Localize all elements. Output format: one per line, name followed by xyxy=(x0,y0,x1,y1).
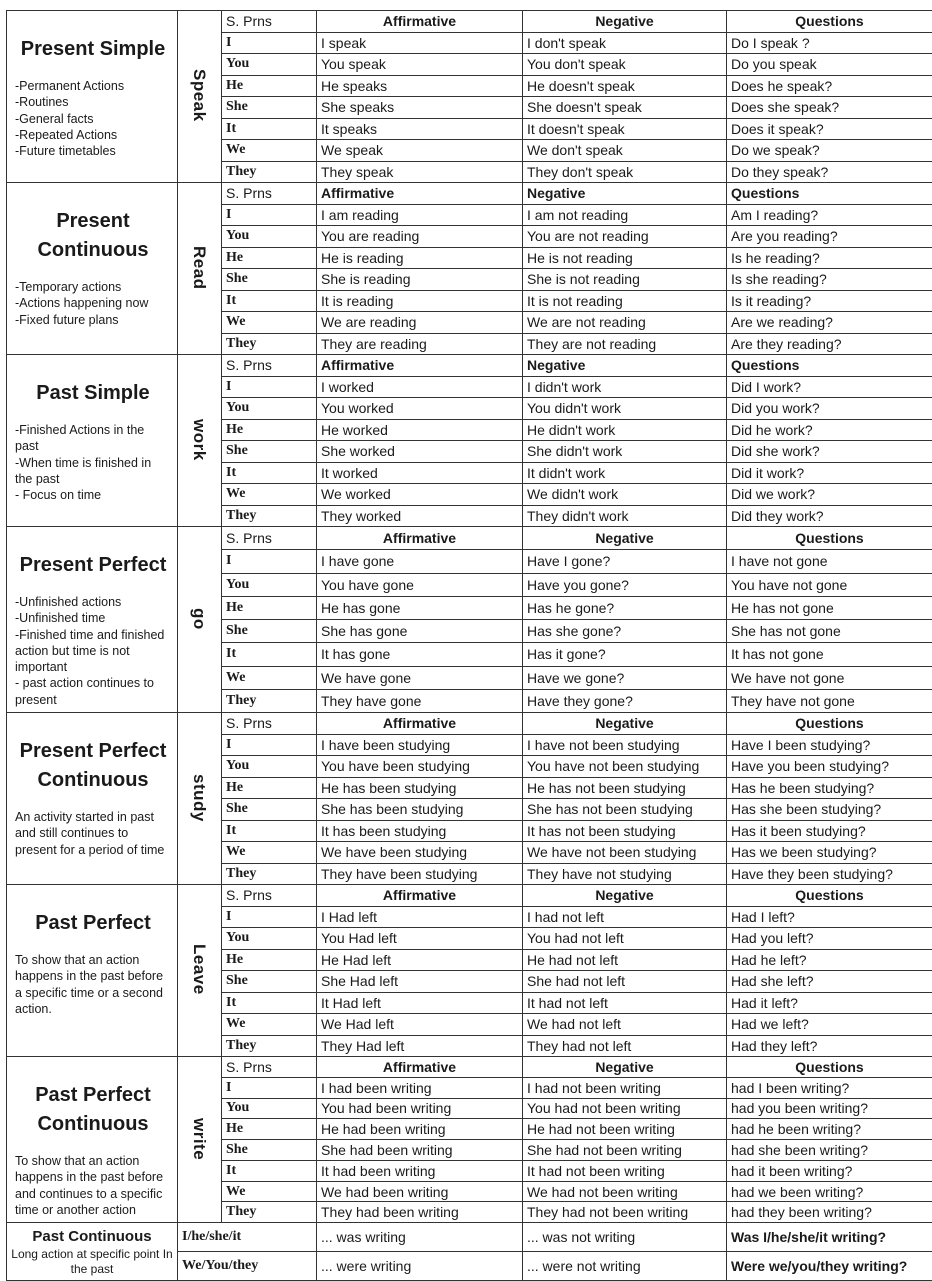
affirmative-cell: It Had left xyxy=(317,992,523,1014)
pronoun-cell: You xyxy=(222,573,317,596)
column-header: Negative xyxy=(523,355,727,377)
affirmative-cell: It speaks xyxy=(317,118,523,140)
past-simple-header-row xyxy=(7,355,932,377)
pronoun-cell: He xyxy=(222,777,317,799)
pronoun-cell: They xyxy=(222,689,317,712)
affirmative-cell: We are reading xyxy=(317,312,523,334)
affirmative-cell: He speaks xyxy=(317,75,523,97)
affirmative-cell: We had been writing xyxy=(317,1181,523,1202)
past-perfect-continuous-description: To show that an action happens in the past before and continues to a specific time or another action xyxy=(15,1153,171,1218)
question-cell: They have not gone xyxy=(727,689,932,712)
negative-cell: It didn't work xyxy=(523,462,727,484)
pronoun-cell: It xyxy=(222,462,317,484)
negative-cell: We don't speak xyxy=(523,140,727,162)
present-continuous-header-row xyxy=(7,183,932,205)
affirmative-cell: They speak xyxy=(317,161,523,183)
column-header: Negative xyxy=(523,11,727,33)
present-simple-verb: Speak xyxy=(191,69,208,122)
pronoun-cell: We xyxy=(222,842,317,864)
negative-cell: I had not been writing xyxy=(523,1077,727,1098)
affirmative-cell: She worked xyxy=(317,441,523,463)
question-cell: Do we speak? xyxy=(727,140,932,162)
question-cell: Was I/he/she/it writing? xyxy=(727,1223,932,1252)
negative-cell: Has he gone? xyxy=(523,596,727,619)
pronoun-cell: They xyxy=(222,1035,317,1057)
question-cell: Did we work? xyxy=(727,484,932,506)
past-perfect-verb-cell xyxy=(178,885,222,1057)
negative-cell: She has not been studying xyxy=(523,799,727,821)
affirmative-cell: I have gone xyxy=(317,550,523,573)
pronoun-cell: He xyxy=(222,1119,317,1140)
pronoun-cell: You xyxy=(222,756,317,778)
column-header: S. Prns xyxy=(222,713,317,735)
past-simple-label-cell xyxy=(7,355,178,527)
negative-cell: They didn't work xyxy=(523,505,727,527)
question-cell: Does it speak? xyxy=(727,118,932,140)
negative-cell: I don't speak xyxy=(523,32,727,54)
column-header: S. Prns xyxy=(222,11,317,33)
column-header: Questions xyxy=(727,183,932,205)
pronoun-cell: I xyxy=(222,32,317,54)
question-cell: Had you left? xyxy=(727,928,932,950)
pronoun-cell: I xyxy=(222,376,317,398)
question-cell: Have you been studying? xyxy=(727,756,932,778)
present-perfect-continuous-description: An activity started in past and still continues to present for a period of time xyxy=(15,809,171,858)
question-cell: We have not gone xyxy=(727,666,932,689)
negative-cell: It doesn't speak xyxy=(523,118,727,140)
question-cell: Does he speak? xyxy=(727,75,932,97)
past-continuous-title: Past Continuous xyxy=(11,1226,173,1247)
question-cell: Is it reading? xyxy=(727,290,932,312)
present-perfect-continuous-verb: study xyxy=(191,774,208,822)
present-simple-verb-cell xyxy=(178,11,222,183)
pronoun-cell: I xyxy=(222,204,317,226)
present-simple-label-cell xyxy=(7,11,178,183)
pronoun-cell: You xyxy=(222,1098,317,1119)
column-header: Affirmative xyxy=(317,355,523,377)
column-header: Negative xyxy=(523,1057,727,1078)
affirmative-cell: He has gone xyxy=(317,596,523,619)
present-continuous-verb: Read xyxy=(191,246,208,290)
present-perfect-verb-cell xyxy=(178,527,222,713)
question-cell: had they been writing? xyxy=(727,1202,932,1223)
present-perfect-continuous-label-cell xyxy=(7,713,178,885)
tense-table xyxy=(6,10,932,1281)
negative-cell: ... was not writing xyxy=(523,1223,727,1252)
affirmative-cell: You are reading xyxy=(317,226,523,248)
negative-cell: It is not reading xyxy=(523,290,727,312)
past-continuous-description: Long action at specific point In the past xyxy=(11,1247,173,1278)
affirmative-cell: You have been studying xyxy=(317,756,523,778)
pronoun-cell: You xyxy=(222,928,317,950)
negative-cell: You are not reading xyxy=(523,226,727,248)
pronoun-cell: We xyxy=(222,1014,317,1036)
negative-cell: Have I gone? xyxy=(523,550,727,573)
negative-cell: We didn't work xyxy=(523,484,727,506)
affirmative-cell: They are reading xyxy=(317,333,523,355)
past-perfect-continuous-verb: write xyxy=(191,1118,208,1160)
past-perfect-continuous-verb-cell xyxy=(178,1057,222,1223)
affirmative-cell: She Had left xyxy=(317,971,523,993)
negative-cell: Has she gone? xyxy=(523,620,727,643)
affirmative-cell: He is reading xyxy=(317,247,523,269)
pronoun-cell: It xyxy=(222,118,317,140)
question-cell: Is she reading? xyxy=(727,269,932,291)
pronoun-cell: I xyxy=(222,734,317,756)
affirmative-cell: We have been studying xyxy=(317,842,523,864)
question-cell: Have they been studying? xyxy=(727,863,932,885)
negative-cell: Have they gone? xyxy=(523,689,727,712)
column-header: S. Prns xyxy=(222,183,317,205)
pronoun-cell: We/You/they xyxy=(178,1252,317,1281)
negative-cell: I didn't work xyxy=(523,376,727,398)
question-cell: Has we been studying? xyxy=(727,842,932,864)
pronoun-cell: We xyxy=(222,1181,317,1202)
question-cell: She has not gone xyxy=(727,620,932,643)
past-simple-verb-cell xyxy=(178,355,222,527)
affirmative-cell: We worked xyxy=(317,484,523,506)
affirmative-cell: He Had left xyxy=(317,949,523,971)
question-cell: It has not gone xyxy=(727,643,932,666)
pronoun-cell: It xyxy=(222,820,317,842)
column-header: Negative xyxy=(523,885,727,907)
question-cell: Did he work? xyxy=(727,419,932,441)
affirmative-cell: She has gone xyxy=(317,620,523,643)
negative-cell: They have not studying xyxy=(523,863,727,885)
affirmative-cell: It had been writing xyxy=(317,1160,523,1181)
affirmative-cell: I worked xyxy=(317,376,523,398)
question-cell: had I been writing? xyxy=(727,1077,932,1098)
column-header: S. Prns xyxy=(222,355,317,377)
column-header: Questions xyxy=(727,713,932,735)
question-cell: Am I reading? xyxy=(727,204,932,226)
present-perfect-header-row xyxy=(7,527,932,550)
affirmative-cell: I speak xyxy=(317,32,523,54)
affirmative-cell: I have been studying xyxy=(317,734,523,756)
question-cell: You have not gone xyxy=(727,573,932,596)
negative-cell: Have you gone? xyxy=(523,573,727,596)
pronoun-cell: She xyxy=(222,97,317,119)
negative-cell: It had not left xyxy=(523,992,727,1014)
pronoun-cell: It xyxy=(222,290,317,312)
pronoun-cell: She xyxy=(222,620,317,643)
question-cell: Had they left? xyxy=(727,1035,932,1057)
negative-cell: Has it gone? xyxy=(523,643,727,666)
column-header: Affirmative xyxy=(317,885,523,907)
past-perfect-description: To show that an action happens in the past before a specific time or a second action. xyxy=(15,952,171,1017)
column-header: Negative xyxy=(523,183,727,205)
question-cell: Had she left? xyxy=(727,971,932,993)
present-simple-title: Present Simple xyxy=(15,35,171,64)
column-header: S. Prns xyxy=(222,1057,317,1078)
pronoun-cell: We xyxy=(222,312,317,334)
negative-cell: She didn't work xyxy=(523,441,727,463)
pronoun-cell: She xyxy=(222,269,317,291)
present-perfect-title: Present Perfect xyxy=(15,551,171,580)
affirmative-cell: She had been writing xyxy=(317,1140,523,1161)
present-simple-description: -Permanent Actions -Routines -General facts -Repeated Actions -Future timetables xyxy=(15,78,171,159)
present-perfect-continuous-title: Present Perfect Continuous xyxy=(15,737,171,795)
pronoun-cell: They xyxy=(222,505,317,527)
affirmative-cell: You have gone xyxy=(317,573,523,596)
pronoun-cell: He xyxy=(222,247,317,269)
pronoun-cell: She xyxy=(222,799,317,821)
tense-table-body xyxy=(7,11,932,1281)
negative-cell: They had not been writing xyxy=(523,1202,727,1223)
negative-cell: It has not been studying xyxy=(523,820,727,842)
question-cell: Do you speak xyxy=(727,54,932,76)
negative-cell: You had not been writing xyxy=(523,1098,727,1119)
question-cell: Did you work? xyxy=(727,398,932,420)
negative-cell: They are not reading xyxy=(523,333,727,355)
affirmative-cell: It worked xyxy=(317,462,523,484)
question-cell: Is he reading? xyxy=(727,247,932,269)
present-continuous-verb-cell xyxy=(178,183,222,355)
pronoun-cell: They xyxy=(222,161,317,183)
affirmative-cell: We have gone xyxy=(317,666,523,689)
affirmative-cell: They worked xyxy=(317,505,523,527)
question-cell: Had we left? xyxy=(727,1014,932,1036)
pronoun-cell: It xyxy=(222,992,317,1014)
question-cell: I have not gone xyxy=(727,550,932,573)
present-continuous-title: Present Continuous xyxy=(15,207,171,265)
question-cell: Had it left? xyxy=(727,992,932,1014)
column-header: S. Prns xyxy=(222,527,317,550)
present-perfect-verb: go xyxy=(191,608,208,630)
affirmative-cell: He worked xyxy=(317,419,523,441)
negative-cell: We are not reading xyxy=(523,312,727,334)
affirmative-cell: It is reading xyxy=(317,290,523,312)
affirmative-cell: He had been writing xyxy=(317,1119,523,1140)
present-continuous-label-cell xyxy=(7,183,178,355)
affirmative-cell: You speak xyxy=(317,54,523,76)
affirmative-cell: I am reading xyxy=(317,204,523,226)
pronoun-cell: It xyxy=(222,1160,317,1181)
column-header: Questions xyxy=(727,11,932,33)
negative-cell: I have not been studying xyxy=(523,734,727,756)
negative-cell: Have we gone? xyxy=(523,666,727,689)
question-cell: had you been writing? xyxy=(727,1098,932,1119)
negative-cell: They had not left xyxy=(523,1035,727,1057)
present-simple-header-row xyxy=(7,11,932,33)
column-header: Questions xyxy=(727,1057,932,1078)
affirmative-cell: She is reading xyxy=(317,269,523,291)
present-perfect-description: -Unfinished actions -Unfinished time -Finished time and finished action but time is not important - past action continues to present xyxy=(15,594,171,708)
negative-cell: She had not been writing xyxy=(523,1140,727,1161)
pronoun-cell: You xyxy=(222,398,317,420)
question-cell: Had I left? xyxy=(727,906,932,928)
negative-cell: She is not reading xyxy=(523,269,727,291)
pronoun-cell: He xyxy=(222,949,317,971)
pronoun-cell: We xyxy=(222,484,317,506)
pronoun-cell: They xyxy=(222,333,317,355)
negative-cell: ... were not writing xyxy=(523,1252,727,1281)
past-perfect-continuous-label-cell xyxy=(7,1057,178,1223)
affirmative-cell: I Had left xyxy=(317,906,523,928)
pronoun-cell: She xyxy=(222,1140,317,1161)
question-cell: had it been writing? xyxy=(727,1160,932,1181)
column-header: Affirmative xyxy=(317,11,523,33)
column-header: Affirmative xyxy=(317,1057,523,1078)
pronoun-cell: We xyxy=(222,666,317,689)
negative-cell: You have not been studying xyxy=(523,756,727,778)
negative-cell: It had not been writing xyxy=(523,1160,727,1181)
column-header: Questions xyxy=(727,355,932,377)
negative-cell: You don't speak xyxy=(523,54,727,76)
affirmative-cell: We speak xyxy=(317,140,523,162)
question-cell: Has it been studying? xyxy=(727,820,932,842)
question-cell: Are they reading? xyxy=(727,333,932,355)
affirmative-cell: She speaks xyxy=(317,97,523,119)
past-simple-description: -Finished Actions in the past -When time is finished in the past - Focus on time xyxy=(15,422,171,503)
negative-cell: He didn't work xyxy=(523,419,727,441)
pronoun-cell: She xyxy=(222,971,317,993)
column-header: S. Prns xyxy=(222,885,317,907)
past-perfect-title: Past Perfect xyxy=(15,909,171,938)
pronoun-cell: He xyxy=(222,596,317,619)
negative-cell: We had not left xyxy=(523,1014,727,1036)
column-header: Affirmative xyxy=(317,527,523,550)
negative-cell: I am not reading xyxy=(523,204,727,226)
question-cell: Did she work? xyxy=(727,441,932,463)
affirmative-cell: They have been studying xyxy=(317,863,523,885)
past-perfect-label-cell xyxy=(7,885,178,1057)
question-cell: He has not gone xyxy=(727,596,932,619)
question-cell: Do I speak ? xyxy=(727,32,932,54)
pronoun-cell: I xyxy=(222,1077,317,1098)
negative-cell: He had not left xyxy=(523,949,727,971)
affirmative-cell: They had been writing xyxy=(317,1202,523,1223)
question-cell: Were we/you/they writing? xyxy=(727,1252,932,1281)
pronoun-cell: She xyxy=(222,441,317,463)
pronoun-cell: I xyxy=(222,550,317,573)
affirmative-cell: You worked xyxy=(317,398,523,420)
past-perfect-verb: Leave xyxy=(191,944,208,995)
negative-cell: She had not left xyxy=(523,971,727,993)
affirmative-cell: She has been studying xyxy=(317,799,523,821)
question-cell: had he been writing? xyxy=(727,1119,932,1140)
question-cell: had she been writing? xyxy=(727,1140,932,1161)
question-cell: Did I work? xyxy=(727,376,932,398)
column-header: Negative xyxy=(523,713,727,735)
affirmative-cell: They Had left xyxy=(317,1035,523,1057)
question-cell: Did they work? xyxy=(727,505,932,527)
pronoun-cell: I/he/she/it xyxy=(178,1223,317,1252)
affirmative-cell: It has been studying xyxy=(317,820,523,842)
column-header: Questions xyxy=(727,527,932,550)
question-cell: Have I been studying? xyxy=(727,734,932,756)
negative-cell: We have not been studying xyxy=(523,842,727,864)
question-cell: Has he been studying? xyxy=(727,777,932,799)
pronoun-cell: I xyxy=(222,906,317,928)
pronoun-cell: You xyxy=(222,226,317,248)
present-continuous-description: -Temporary actions -Actions happening now -Fixed future plans xyxy=(15,279,171,328)
pronoun-cell: They xyxy=(222,863,317,885)
affirmative-cell: They have gone xyxy=(317,689,523,712)
question-cell: Does she speak? xyxy=(727,97,932,119)
negative-cell: They don't speak xyxy=(523,161,727,183)
present-perfect-label-cell xyxy=(7,527,178,713)
question-cell: Did it work? xyxy=(727,462,932,484)
pronoun-cell: You xyxy=(222,54,317,76)
present-perfect-continuous-header-row xyxy=(7,713,932,735)
affirmative-cell: ... was writing xyxy=(317,1223,523,1252)
past-continuous-label-cell xyxy=(7,1223,178,1281)
column-header: Affirmative xyxy=(317,713,523,735)
negative-cell: He is not reading xyxy=(523,247,727,269)
negative-cell: You had not left xyxy=(523,928,727,950)
pronoun-cell: He xyxy=(222,419,317,441)
negative-cell: We had not been writing xyxy=(523,1181,727,1202)
pronoun-cell: It xyxy=(222,643,317,666)
affirmative-cell: We Had left xyxy=(317,1014,523,1036)
negative-cell: She doesn't speak xyxy=(523,97,727,119)
negative-cell: I had not left xyxy=(523,906,727,928)
past-simple-title: Past Simple xyxy=(15,379,171,408)
question-cell: Are we reading? xyxy=(727,312,932,334)
past-simple-verb: work xyxy=(191,419,208,461)
column-header: Questions xyxy=(727,885,932,907)
column-header: Negative xyxy=(523,527,727,550)
question-cell: Are you reading? xyxy=(727,226,932,248)
negative-cell: You didn't work xyxy=(523,398,727,420)
past-perfect-continuous-title: Past Perfect Continuous xyxy=(15,1081,171,1139)
negative-cell: He doesn't speak xyxy=(523,75,727,97)
affirmative-cell: ... were writing xyxy=(317,1252,523,1281)
past-perfect-header-row xyxy=(7,885,932,907)
affirmative-cell: You had been writing xyxy=(317,1098,523,1119)
past-perfect-continuous-header-row xyxy=(7,1057,932,1078)
past-continuous-row xyxy=(7,1223,932,1252)
negative-cell: He had not been writing xyxy=(523,1119,727,1140)
question-cell: Had he left? xyxy=(727,949,932,971)
affirmative-cell: It has gone xyxy=(317,643,523,666)
question-cell: had we been writing? xyxy=(727,1181,932,1202)
affirmative-cell: He has been studying xyxy=(317,777,523,799)
negative-cell: He has not been studying xyxy=(523,777,727,799)
present-perfect-continuous-verb-cell xyxy=(178,713,222,885)
pronoun-cell: He xyxy=(222,75,317,97)
pronoun-cell: We xyxy=(222,140,317,162)
affirmative-cell: I had been writing xyxy=(317,1077,523,1098)
question-cell: Do they speak? xyxy=(727,161,932,183)
question-cell: Has she been studying? xyxy=(727,799,932,821)
pronoun-cell: They xyxy=(222,1202,317,1223)
column-header: Affirmative xyxy=(317,183,523,205)
affirmative-cell: You Had left xyxy=(317,928,523,950)
